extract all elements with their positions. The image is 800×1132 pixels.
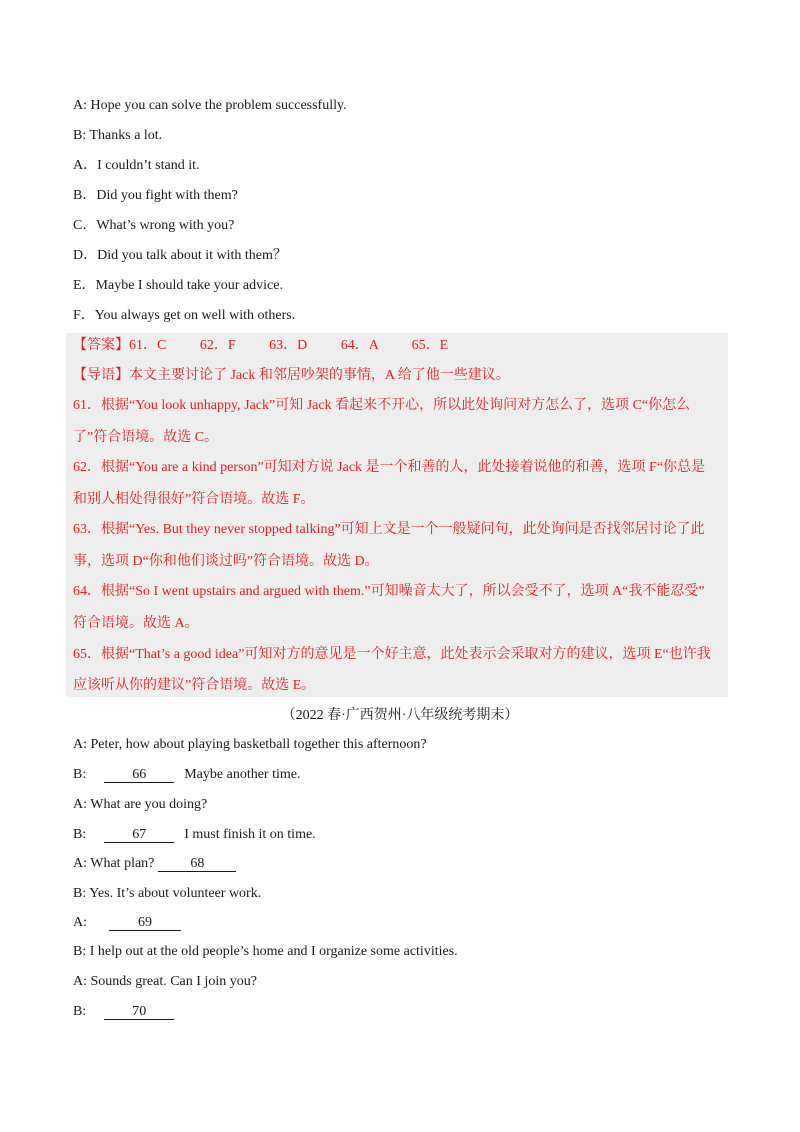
dialogue-line: A: Hope you can solve the problem successfully.: [73, 98, 347, 113]
dialogue-line-68: [73, 855, 236, 873]
answer-item: 65．E: [411, 338, 449, 353]
dialogue-line: A: What are you doing?: [73, 797, 208, 812]
blank-68: 68: [158, 857, 236, 872]
answer-item: 63．D: [269, 338, 308, 353]
blank-66: 66: [104, 768, 174, 783]
dialogue-line-70: [73, 1003, 174, 1021]
dialogue-line: B: I help out at the old people’s home and I organize some activities.: [73, 944, 458, 959]
option-d: D．Did you talk about it with them？: [73, 248, 287, 263]
explanation-63: 63．根据“Yes. But they never stopped talking”可知上文是一个一般疑问句，此处询问是否找邻居讨论了此: [73, 522, 705, 537]
option-f: F．You always get on well with others.: [73, 308, 296, 323]
answer-line: [73, 337, 448, 355]
source-note: （2022 春·广西贺州·八年级统考期末）: [281, 708, 519, 723]
speaker-label: B:: [73, 767, 87, 782]
option-c: C．What’s wrong with you?: [73, 218, 235, 233]
explanation-64-cont: 符合语境。故选 A。: [73, 616, 199, 631]
dialogue-line: B: Yes. It’s about volunteer work.: [73, 886, 262, 901]
speaker-label: B:: [73, 827, 87, 842]
guide-text: 【导语】本文主要讨论了 Jack 和邻居吵架的事情，A 给了他一些建议。: [73, 368, 510, 383]
explanation-65-cont: 应该听从你的建议”符合语境。故选 E。: [73, 678, 316, 693]
answer-item: 62．F: [199, 338, 236, 353]
option-b: B．Did you fight with them?: [73, 188, 238, 203]
dialogue-line: B: Thanks a lot.: [73, 128, 163, 143]
answer-label: 【答案】: [73, 338, 129, 353]
dialogue-text: I must finish it on time.: [184, 827, 316, 842]
answer-item: 64．A: [340, 338, 379, 353]
dialogue-line-67: [73, 826, 316, 844]
blank-70: 70: [104, 1005, 174, 1020]
speaker-label: A:: [73, 915, 87, 930]
explanation-61-cont: 了”符合语境。故选 C。: [73, 430, 219, 445]
explanation-65: 65．根据“That’s a good idea”可知对方的意见是一个好主意，此处表示会采取对方的建议，选项 E“也许我: [73, 647, 711, 662]
explanation-62: 62．根据“You are a kind person”可知对方说 Jack 是一个和善的人，此处接着说他的和善，选项 F“你总是: [73, 460, 706, 475]
answer-explanation-box: [66, 333, 728, 697]
explanation-64: 64．根据“So I went upstairs and argued with them.”可知噪音太大了，所以会受不了，选项 A“我不能忍受”: [73, 584, 705, 599]
answer-item: 61．C: [129, 338, 167, 353]
explanation-61: 61．根据“You look unhappy, Jack”可知 Jack 看起来不开心，所以此处询问对方怎么了，选项 C“你怎么: [73, 398, 691, 413]
speaker-label: B:: [73, 1004, 87, 1019]
dialogue-line-66: [73, 766, 300, 784]
dialogue-line: A: Peter, how about playing basketball together this afternoon?: [73, 737, 427, 752]
dialogue-line-69: [73, 914, 181, 932]
explanation-62-cont: 和别人相处得很好”符合语境。故选 F。: [73, 492, 315, 507]
dialogue-text: A: What plan?: [73, 856, 155, 871]
dialogue-line: A: Sounds great. Can I join you?: [73, 974, 257, 989]
option-e: E．Maybe I should take your advice.: [73, 278, 283, 293]
blank-69: 69: [109, 916, 181, 931]
explanation-63-cont: 事，选项 D“你和他们谈过吗”符合语境。故选 D。: [73, 554, 379, 569]
blank-67: 67: [104, 828, 174, 843]
dialogue-text: Maybe another time.: [184, 767, 301, 782]
option-a: A．I couldn’t stand it.: [73, 158, 200, 173]
